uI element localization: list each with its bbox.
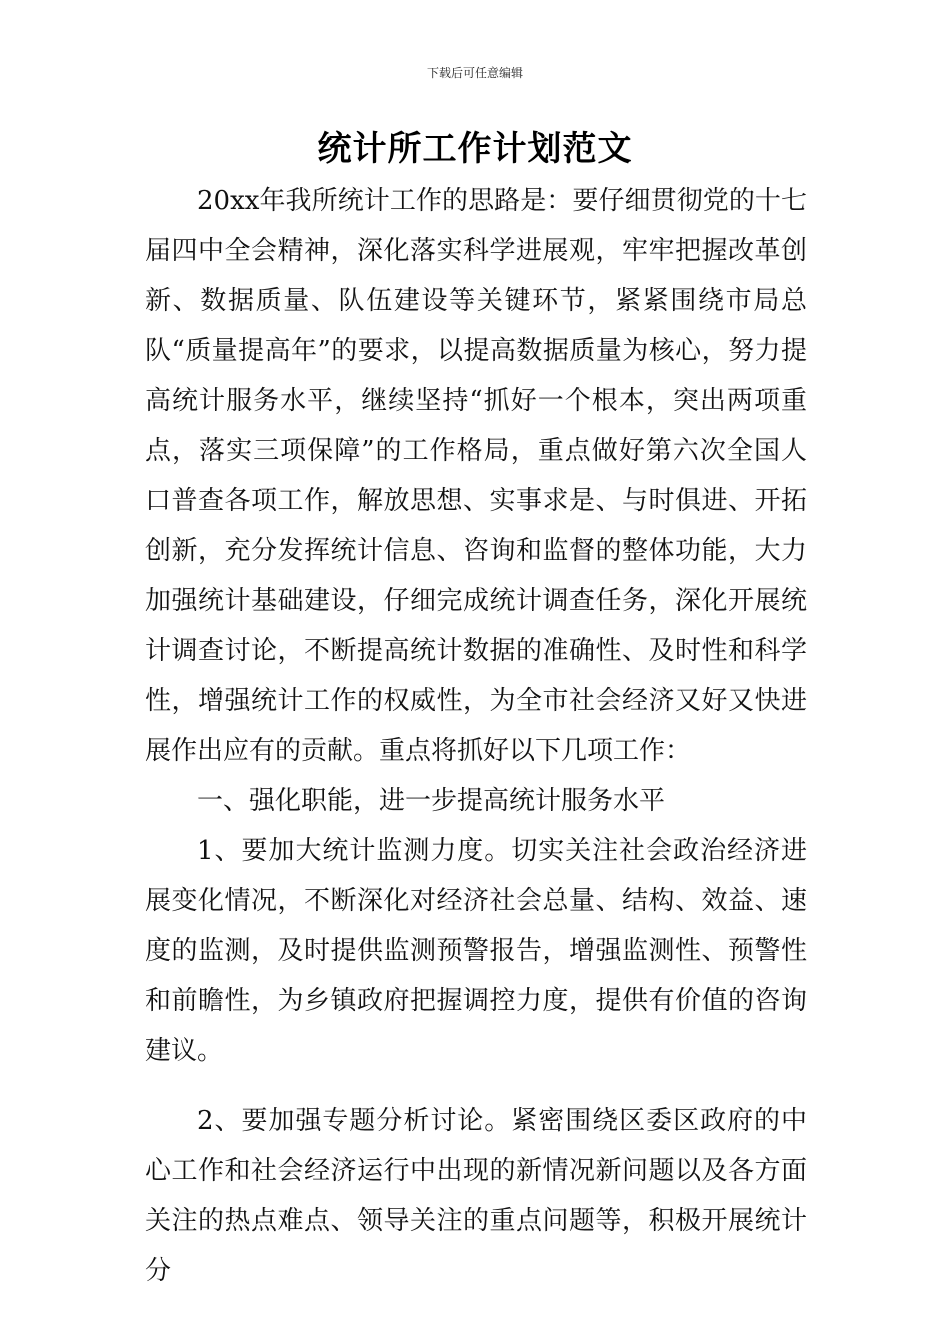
section-heading: 一、强化职能，进一步提高统计服务水平 — [197, 786, 666, 816]
header-note: 下载后可任意编辑 — [426, 66, 523, 80]
paragraph-item-2: 2、要加强专题分析讨论。紧密围绕区委区政府的中心工作和社会经济运行中出现的新情况新问题以及各方面关注的热点难点、领导关注的重点问题等，积极开展统计分 — [145, 1106, 807, 1286]
paragraph-item-1: 1、要加大统计监测力度。切实关注社会政治经济进展变化情况，不断深化对经济社会总量、结构、效益、速度的监测，及时提供监测预警报告，增强监测性、预警性和前瞻性，为乡镇政府把握调控力度，提供有价值的咨询建议。 — [145, 836, 807, 1066]
document-title: 统计所工作计划范文 — [317, 129, 633, 169]
paragraph-intro: 20xx年我所统计工作的思路是：要仔细贯彻党的十七届四中全会精神，深化落实科学进展观，牢牢把握改革创新、数据质量、队伍建设等关键环节，紧紧围绕市局总队“质量提高年”的要求，以提高数据质量为核心，努力提高统计服务水平，继续坚持“抓好一个根本，突出两项重点，落实三项保障”的工作格局，重点做好第六次全国人口普查各项工作，解放思想、实事求是、与时俱进、开拓创新，充分发挥统计信息、咨询和监督的整体功能，大力加强统计基础建设，仔细完成统计调查任务，深化开展统计调查讨论，不断提高统计数据的准确性、及时性和科学性，增强统计工作的权威性，为全市社会经济又好又快进展作出应有的贡献。重点将抓好以下几项工作： — [145, 186, 807, 766]
document-body — [145, 176, 807, 1296]
